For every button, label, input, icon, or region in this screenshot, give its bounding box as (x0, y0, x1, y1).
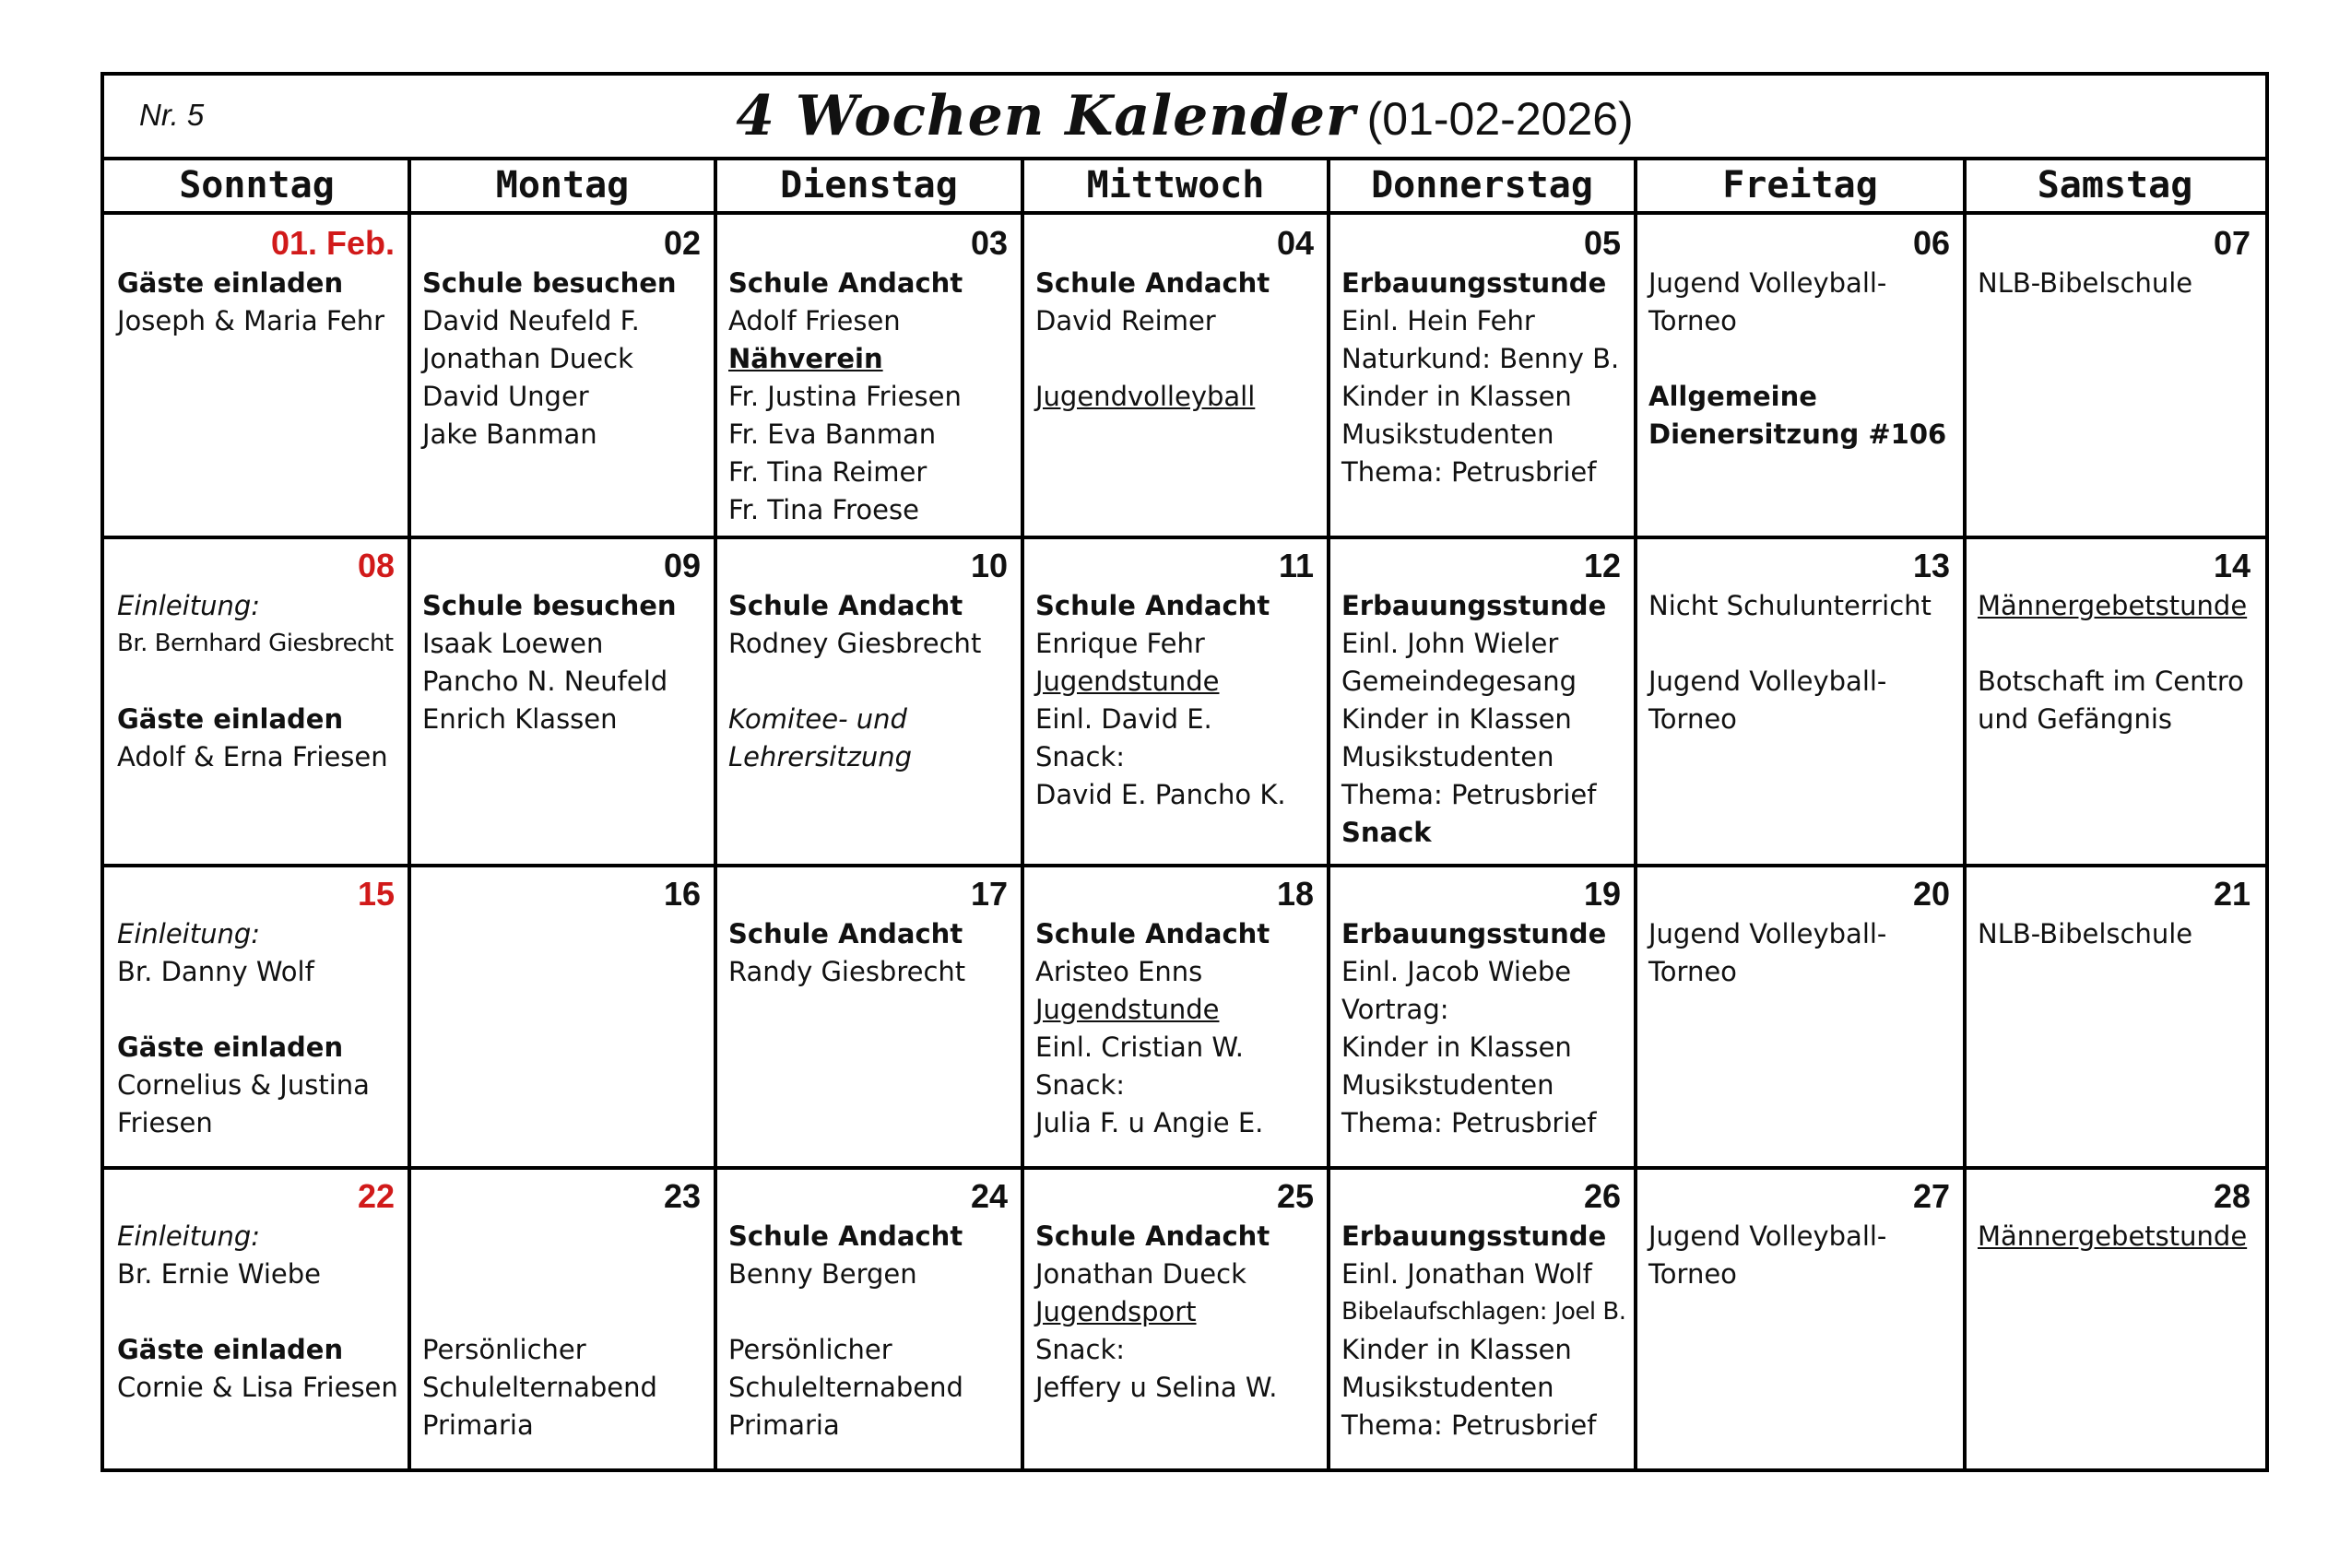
event-line: Schule Andacht (728, 590, 963, 621)
day-number: 06 (1912, 224, 1950, 262)
event-line: Aristeo Enns (1035, 956, 1203, 987)
day-cell (106, 539, 408, 864)
event-line: Thema: Petrusbrief (1341, 1409, 1597, 1441)
event-line: Jugendstunde (1035, 994, 1220, 1025)
event-line: NLB-Bibelschule (1978, 918, 2193, 949)
event-line: Bibelaufschlagen: Joel B. (1341, 1298, 1626, 1326)
event-line: David Reimer (1035, 305, 1216, 336)
day-cell (1967, 1170, 2263, 1467)
event-line: Jugend Volleyball- (1648, 267, 1887, 299)
event-line: Torneo (1648, 305, 1737, 336)
blank-line (728, 663, 1010, 701)
day-cell (1330, 867, 1634, 1166)
event-line: Primaria (422, 1409, 534, 1441)
day-cell (1330, 1170, 1634, 1467)
event-line: Jugendsport (1035, 1296, 1197, 1327)
event-line: Einl. John Wieler (1341, 628, 1559, 659)
day-number: 05 (1583, 224, 1621, 262)
day-events (1978, 265, 2252, 302)
day-number: 20 (1912, 875, 1950, 913)
day-number: 08 (357, 547, 395, 584)
day-cell (1637, 539, 1963, 864)
blank-line (1035, 340, 1316, 378)
event-line: David E. Pancho K. (1035, 779, 1286, 810)
day-cell (106, 217, 408, 536)
event-line: Gäste einladen (117, 703, 344, 735)
blank-line (117, 1293, 396, 1331)
day-cell (1024, 867, 1327, 1166)
day-cell (1637, 1170, 1963, 1467)
blank-line (1978, 625, 2252, 663)
day-number: 27 (1912, 1177, 1950, 1215)
event-line: Einleitung: (117, 590, 261, 621)
day-cell (1024, 217, 1327, 536)
event-line: Isaak Loewen (422, 628, 604, 659)
day-cell (717, 539, 1021, 864)
event-line: Kinder in Klassen (1341, 703, 1572, 735)
day-number: 15 (357, 875, 395, 913)
event-line: Torneo (1648, 956, 1737, 987)
day-events (422, 587, 703, 738)
event-line: Fr. Eva Banman (728, 419, 937, 450)
day-events (1978, 587, 2252, 738)
day-number: 28 (2213, 1177, 2251, 1215)
day-events (728, 587, 1010, 776)
day-cell (717, 217, 1021, 536)
event-line: Fr. Justina Friesen (728, 381, 962, 412)
event-line: Männergebetstunde (1978, 590, 2248, 621)
day-cell (411, 217, 714, 536)
event-line: Gäste einladen (117, 267, 344, 299)
row-divider (104, 864, 2265, 867)
day-number: 04 (1276, 224, 1314, 262)
event-line: Schule Andacht (728, 267, 963, 299)
event-line: Jugend Volleyball- (1648, 1220, 1887, 1252)
event-line: Schulelternabend (422, 1372, 657, 1403)
calendar-table (100, 72, 2269, 1472)
event-line: Schule Andacht (1035, 918, 1270, 949)
weekday-montag: Montag (495, 164, 630, 206)
day-number: 11 (1278, 547, 1314, 584)
event-line: Jonathan Dueck (422, 343, 633, 374)
blank-line (422, 1256, 703, 1293)
event-line: Thema: Petrusbrief (1341, 456, 1597, 488)
event-line: Friesen (117, 1107, 213, 1138)
day-cell (1330, 539, 1634, 864)
title-date: (01-02-2026) (1366, 93, 1634, 145)
event-line: Enrique Fehr (1035, 628, 1205, 659)
event-line: Adolf & Erna Friesen (117, 741, 388, 772)
event-line: Fr. Tina Froese (728, 494, 919, 525)
event-line: Erbauungsstunde (1341, 918, 1607, 949)
column-divider (1021, 160, 1024, 1468)
event-line: Vortrag: (1341, 994, 1449, 1025)
calendar-title (104, 76, 2265, 157)
day-events (1978, 1218, 2252, 1256)
weekday-donnerstag: Donnerstag (1371, 164, 1593, 206)
event-line: Schule besuchen (422, 590, 677, 621)
blank-line (117, 663, 396, 701)
day-number: 12 (1583, 547, 1621, 584)
day-cell (1967, 867, 2263, 1166)
event-line: Einl. David E. (1035, 703, 1212, 735)
day-cell (106, 867, 408, 1166)
day-events (728, 1218, 1010, 1444)
event-line: Musikstudenten (1341, 1372, 1554, 1403)
event-line: Adolf Friesen (728, 305, 901, 336)
day-cell (717, 867, 1021, 1166)
event-line: David Unger (422, 381, 589, 412)
day-number: 21 (2213, 875, 2251, 913)
column-divider (714, 160, 717, 1468)
day-number: 16 (663, 875, 701, 913)
day-events (1035, 1218, 1316, 1407)
event-line: Primaria (728, 1409, 840, 1441)
event-line: Snack: (1035, 741, 1126, 772)
day-number: 24 (970, 1177, 1008, 1215)
event-line: Torneo (1648, 703, 1737, 735)
event-line: Einl. Hein Fehr (1341, 305, 1535, 336)
event-line: Thema: Petrusbrief (1341, 1107, 1597, 1138)
day-events (117, 587, 396, 776)
event-line: Schule Andacht (1035, 590, 1270, 621)
event-line: Torneo (1648, 1258, 1737, 1290)
event-line: Einl. Cristian W. (1035, 1032, 1244, 1063)
weekday-dienstag: Dienstag (780, 164, 958, 206)
blank-line (1648, 340, 1952, 378)
day-cell (1330, 217, 1634, 536)
column-divider (1634, 160, 1637, 1468)
day-events (117, 915, 396, 1142)
event-line: Persönlicher (728, 1334, 892, 1365)
event-line: Einl. Jonathan Wolf (1341, 1258, 1592, 1290)
day-events (728, 915, 1010, 991)
event-line: Gäste einladen (117, 1334, 344, 1365)
day-cell (1024, 1170, 1327, 1467)
event-line: Pancho N. Neufeld (422, 666, 668, 697)
day-number: 14 (2213, 547, 2251, 584)
day-events (1341, 587, 1623, 852)
event-line: Thema: Petrusbrief (1341, 779, 1597, 810)
event-line: Jake Banman (422, 419, 597, 450)
event-line: Schule Andacht (728, 1220, 963, 1252)
event-line: Gemeindegesang (1341, 666, 1577, 697)
blank-line (117, 991, 396, 1029)
weekday-header-row (104, 160, 2265, 215)
event-line: Musikstudenten (1341, 741, 1554, 772)
event-line: Einl. Jacob Wiebe (1341, 956, 1572, 987)
event-line: Jugendstunde (1035, 666, 1220, 697)
day-cell (1024, 539, 1327, 864)
event-line: Br. Danny Wolf (117, 956, 314, 987)
column-divider (1327, 160, 1330, 1468)
day-number: 17 (970, 875, 1008, 913)
day-events (422, 1218, 703, 1444)
event-line: Kinder in Klassen (1341, 1032, 1572, 1063)
day-events (1648, 1218, 1952, 1293)
day-events (1341, 265, 1623, 491)
event-line: Julia F. u Angie E. (1035, 1107, 1264, 1138)
event-line: Schule Andacht (728, 918, 963, 949)
event-line: Schulelternabend (728, 1372, 963, 1403)
event-line: Jugendvolleyball (1035, 381, 1256, 412)
day-number: 19 (1583, 875, 1621, 913)
event-line: Cornelius & Justina (117, 1069, 370, 1101)
event-line: Kinder in Klassen (1341, 1334, 1572, 1365)
event-line: Kinder in Klassen (1341, 381, 1572, 412)
day-events (1035, 265, 1316, 416)
event-line: Jeffery u Selina W. (1035, 1372, 1278, 1403)
event-line: Naturkund: Benny B. (1341, 343, 1620, 374)
event-line: Einleitung: (117, 918, 261, 949)
event-line: Snack: (1035, 1069, 1126, 1101)
day-number: 25 (1276, 1177, 1314, 1215)
day-cell (1967, 217, 2263, 536)
event-line: Persönlicher (422, 1334, 586, 1365)
day-number: 18 (1276, 875, 1314, 913)
row-divider (104, 536, 2265, 539)
event-line: Br. Ernie Wiebe (117, 1258, 322, 1290)
blank-line (728, 1293, 1010, 1331)
event-line: Cornie & Lisa Friesen (117, 1372, 398, 1403)
day-cell (1637, 217, 1963, 536)
day-number: 23 (663, 1177, 701, 1215)
title-text: 4 Wochen Kalender (736, 84, 1356, 148)
event-line: Einleitung: (117, 1220, 261, 1252)
day-cell (411, 539, 714, 864)
day-events (1648, 265, 1952, 454)
event-line: Botschaft im Centro (1978, 666, 2244, 697)
event-line: Nicht Schulunterricht (1648, 590, 1932, 621)
day-events (1648, 587, 1952, 738)
weekday-mittwoch: Mittwoch (1086, 164, 1265, 206)
day-events (1035, 587, 1316, 814)
event-line: Gäste einladen (117, 1032, 344, 1063)
event-line: Joseph & Maria Fehr (117, 305, 385, 336)
event-line: Erbauungsstunde (1341, 590, 1607, 621)
event-line: Rodney Giesbrecht (728, 628, 982, 659)
weekday-sonntag: Sonntag (179, 164, 335, 206)
event-line: Erbauungsstunde (1341, 1220, 1607, 1252)
day-cell (411, 867, 714, 1166)
event-line: Schule besuchen (422, 267, 677, 299)
event-line: Lehrersitzung (728, 741, 912, 772)
column-divider (408, 160, 411, 1468)
day-number: 09 (663, 547, 701, 584)
event-line: und Gefängnis (1978, 703, 2173, 735)
title-bar (104, 76, 2265, 160)
event-line: Dienersitzung #106 (1648, 419, 1947, 450)
event-line: Schule Andacht (1035, 1220, 1270, 1252)
day-cell (411, 1170, 714, 1467)
event-line: Enrich Klassen (422, 703, 618, 735)
blank-line (422, 1293, 703, 1331)
day-events (1978, 915, 2252, 953)
event-line: Allgemeine (1648, 381, 1817, 412)
event-line: Jonathan Dueck (1035, 1258, 1246, 1290)
day-number: 26 (1583, 1177, 1621, 1215)
event-line: Komitee- und (728, 703, 907, 735)
day-events (1035, 915, 1316, 1142)
weekday-freitag: Freitag (1722, 164, 1878, 206)
event-line: Snack (1341, 817, 1432, 848)
day-events (422, 265, 703, 454)
row-divider (104, 1166, 2265, 1170)
event-line: Jugend Volleyball- (1648, 918, 1887, 949)
blank-line (422, 1218, 703, 1256)
event-line: Br. Bernhard Giesbrecht (117, 630, 394, 657)
day-cell (1967, 539, 2263, 864)
event-line: Snack: (1035, 1334, 1126, 1365)
issue-number: Nr. 5 (139, 98, 205, 132)
day-number: 13 (1912, 547, 1950, 584)
day-cell (717, 1170, 1021, 1467)
day-number: 10 (970, 547, 1008, 584)
day-events (1341, 1218, 1626, 1444)
day-number: 02 (663, 224, 701, 262)
event-line: Randy Giesbrecht (728, 956, 966, 987)
day-number: 22 (357, 1177, 395, 1215)
event-line: Männergebetstunde (1978, 1220, 2248, 1252)
event-line: Fr. Tina Reimer (728, 456, 927, 488)
event-line: Musikstudenten (1341, 419, 1554, 450)
day-cell (1637, 867, 1963, 1166)
event-line: NLB-Bibelschule (1978, 267, 2193, 299)
event-line: Musikstudenten (1341, 1069, 1554, 1101)
day-events (117, 265, 396, 340)
day-number: 03 (970, 224, 1008, 262)
event-line: David Neufeld F. (422, 305, 640, 336)
event-line: Schule Andacht (1035, 267, 1270, 299)
day-events (117, 1218, 396, 1407)
day-cell (106, 1170, 408, 1467)
event-line: Jugend Volleyball- (1648, 666, 1887, 697)
day-events (728, 265, 1010, 529)
day-number: 07 (2213, 224, 2251, 262)
event-line: Benny Bergen (728, 1258, 917, 1290)
blank-line (1648, 625, 1952, 663)
column-divider (1963, 160, 1967, 1468)
event-line: Erbauungsstunde (1341, 267, 1607, 299)
day-number: 01. Feb. (270, 224, 395, 262)
day-events (1341, 915, 1623, 1142)
weekday-samstag: Samstag (2037, 164, 2193, 206)
event-line: Nähverein (728, 343, 883, 374)
day-events (1648, 915, 1952, 991)
